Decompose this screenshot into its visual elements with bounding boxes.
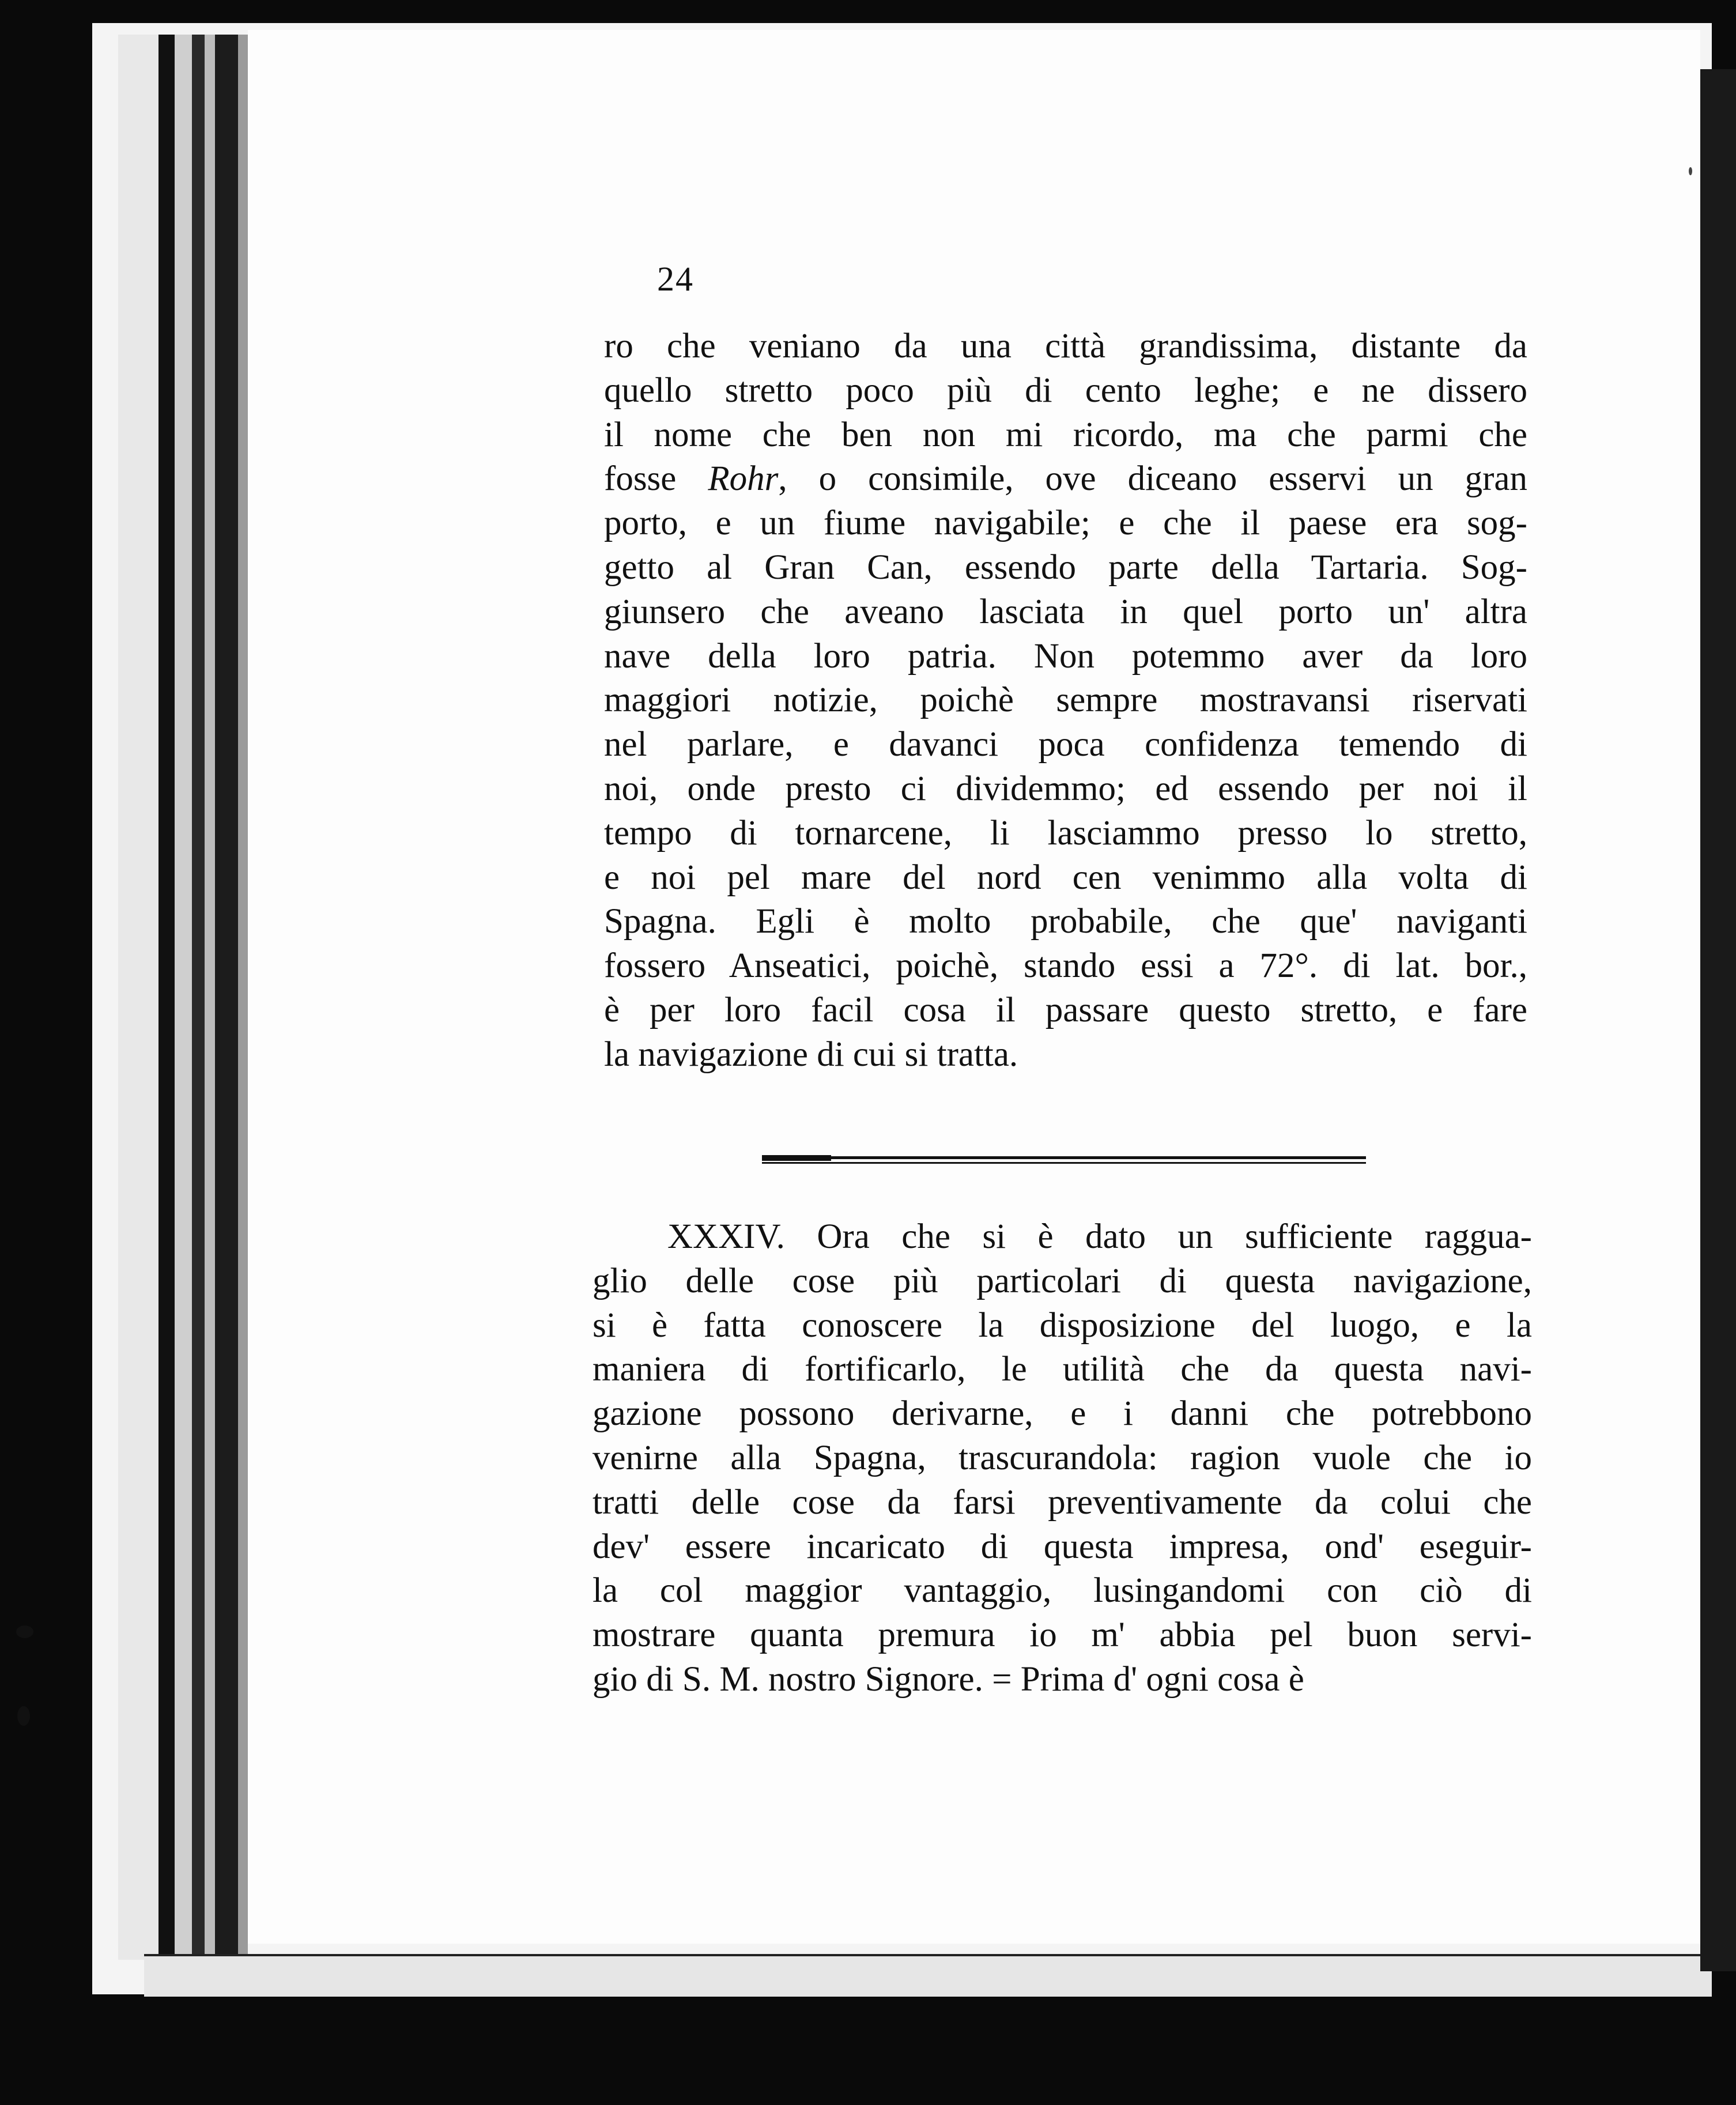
text-line bbox=[604, 457, 1527, 501]
text-line: Spagna. Egli è molto probabile, che que' naviganti bbox=[604, 902, 1527, 941]
divider-line-bottom bbox=[762, 1162, 1366, 1164]
text-line: venirne alla Spagna, trascurandola: ragion vuole che io bbox=[592, 1438, 1532, 1477]
text-fragment: fosse bbox=[604, 459, 708, 499]
page-edge-dark bbox=[192, 35, 205, 1960]
text-line: fossero Anseatici, poichè, stando essi a 72°. di lat. bor., bbox=[604, 946, 1527, 986]
text-line: è per loro facil cosa il passare questo stretto, e fare bbox=[604, 990, 1527, 1029]
divider-line-top bbox=[762, 1156, 1366, 1159]
text-line: nel parlare, e davanci poca confidenza temendo di bbox=[604, 725, 1527, 764]
text-line: tratti delle cose da farsi preventivamente da colui che bbox=[592, 1482, 1532, 1522]
paragraph-2 bbox=[592, 1215, 1532, 1702]
text-line: XXXIV. Ora che si è dato un sufficiente ragguа- bbox=[667, 1217, 1532, 1256]
text-line: glio delle cose più particolari di questa navigazione, bbox=[592, 1261, 1532, 1300]
paragraph-1 bbox=[604, 325, 1527, 1077]
text-line: nave della loro patria. Non potemmo aver da loro bbox=[604, 636, 1527, 676]
page-number: 24 bbox=[657, 260, 694, 298]
text-line: tempo di tornarcene, li lasciammo presso lo stretto, bbox=[604, 813, 1527, 852]
text-line: giunsero che aveano lasciata in quel porto un' altra bbox=[604, 592, 1527, 631]
text-line: gazione possono derivarne, e i danni che potrebbono bbox=[592, 1394, 1532, 1433]
page-edge-dark bbox=[158, 35, 175, 1960]
page-edge-light bbox=[238, 35, 248, 1960]
text-line: maggiori notizie, poichè sempre mostravansi riservati bbox=[604, 681, 1527, 720]
text-line: quello stretto poco più di cento leghe; e ne dissero bbox=[604, 371, 1527, 410]
text-line: la navigazione di cui si tratta. bbox=[604, 1035, 1018, 1074]
text-line: dev' essere incaricato di questa impresa, ond' eseguir- bbox=[592, 1527, 1532, 1566]
page-edge-light bbox=[205, 35, 215, 1960]
divider-line-accent bbox=[762, 1155, 831, 1161]
scan-speck bbox=[16, 1625, 33, 1638]
text-line: getto al Gran Can, essendo parte della Tartaria. Sog- bbox=[604, 548, 1527, 587]
scan-speck bbox=[1689, 167, 1692, 175]
text-fragment: , o consimile, ove diceano esservi un gran bbox=[778, 459, 1527, 499]
text-line: si è fatta conoscere la disposizione del luogo, e la bbox=[592, 1306, 1532, 1345]
text-line: il nome che ben non mi ricordo, ma che parmi che bbox=[604, 415, 1527, 454]
page-edge-light bbox=[118, 35, 158, 1960]
text-line: mostrare quanta premura io m' abbia pel buon servi- bbox=[592, 1616, 1532, 1655]
scan-speck bbox=[17, 1706, 30, 1726]
text-line: ro che veniano da una città grandissima, distante da bbox=[604, 327, 1527, 365]
text-line: la col maggior vantaggio, lusingandomi con ciò di bbox=[592, 1571, 1532, 1610]
page-edge-dark bbox=[215, 35, 238, 1960]
italic-word: Rohr bbox=[708, 459, 779, 499]
text-line: porto, e un fiume navigabile; e che il paese era sog- bbox=[604, 504, 1527, 543]
section-divider bbox=[762, 1153, 1366, 1170]
text-line: noi, onde presto ci dividemmo; ed essendo per noi il bbox=[604, 769, 1527, 808]
page-edge-light bbox=[175, 35, 192, 1960]
book-bottom-edge bbox=[144, 1954, 1712, 1997]
text-line: gio di S. M. nostro Signore. = Prima d' ogni cosa è bbox=[592, 1659, 1304, 1699]
text-line: e noi pel mare del nord cen venimmo alla volta di bbox=[604, 858, 1527, 897]
right-page-edge bbox=[1700, 69, 1736, 1971]
text-line: maniera di fortificarlo, le utilità che da questa navi- bbox=[592, 1350, 1532, 1389]
